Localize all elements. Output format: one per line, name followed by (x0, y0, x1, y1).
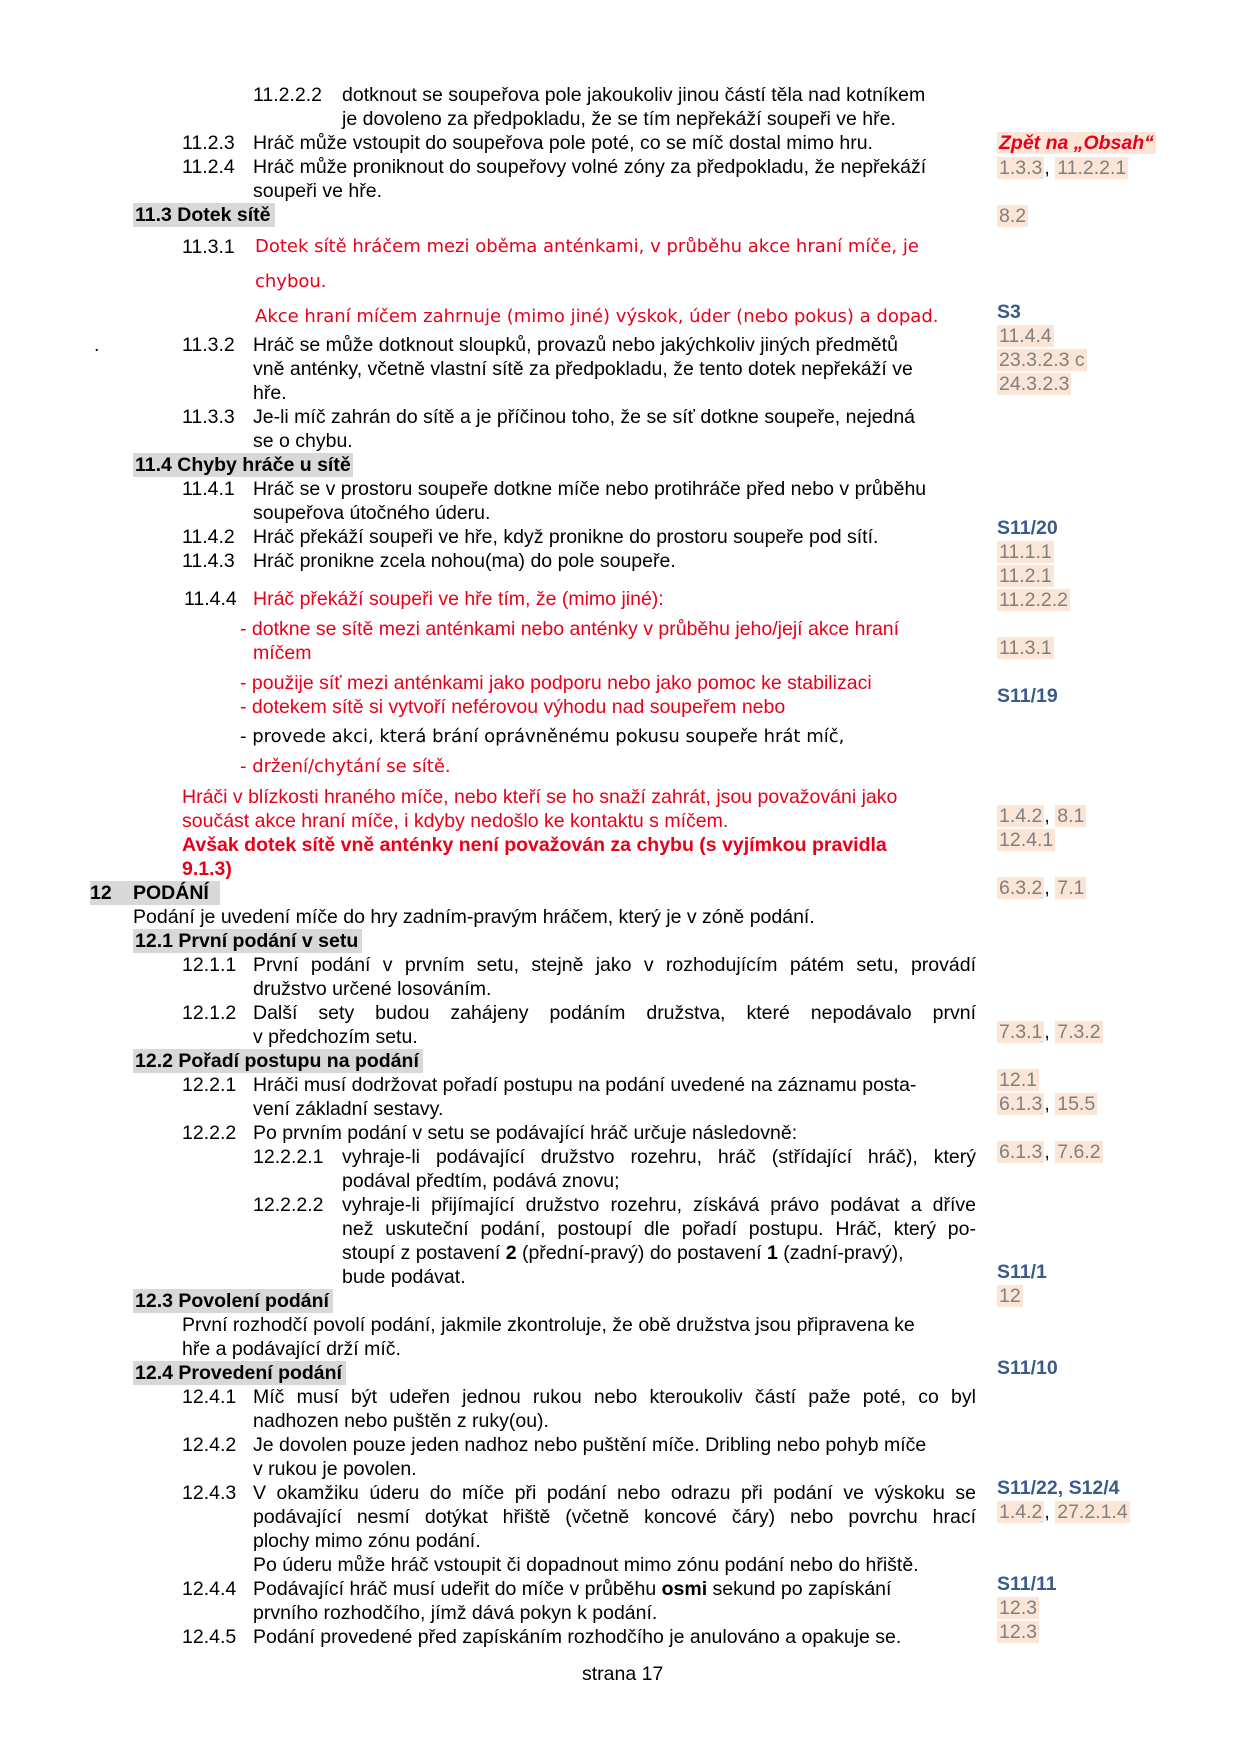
text-run: sekund po zapískání (707, 1578, 892, 1600)
rule-text: soupeřova útočného úderu. (253, 502, 491, 524)
cross-reference[interactable] (997, 1597, 1039, 1619)
cross-reference[interactable] (997, 1621, 1039, 1643)
note-text: Hráči v blízkosti hraného míče, nebo kteří se ho snaží zahrát, jsou považováni jako (182, 786, 898, 808)
rule-text: je dovoleno za předpokladu, že se tím nepřekáží soupeři ve hře. (342, 108, 896, 130)
paragraph: Podání je uvedení míče do hry zadním-pravým hráčem, který je v zóně podání. (133, 906, 815, 928)
rule-text: První podání v prvním setu, stejně jako v rozhodujícím pátém setu, provádí (253, 954, 976, 976)
rule-number: 12.4.5 (182, 1626, 237, 1648)
rule-number: 12.2.2.2 (253, 1194, 324, 1216)
bullet-item: - dotkne se sítě mezi anténkami nebo anténky v průběhu jeho/její akce hraní (240, 618, 900, 640)
ref-link[interactable]: 1.3.3 (999, 157, 1043, 179)
ref-link[interactable]: 11.2.2.1 (1057, 157, 1127, 179)
stray-dot: . (94, 334, 100, 356)
rule-text: Hráč může proniknout do soupeřovy volné zóny za předpokladu, že nepřekáží (253, 156, 927, 178)
paragraph: hře a podávající drží míč. (182, 1338, 401, 1360)
cross-reference[interactable]: 6.1.3 , 7.6.2 (999, 1141, 1101, 1163)
rule-text: vyhraje-li podávající družstvo rozehru, hráč (střídající hráč), který (342, 1146, 976, 1168)
cross-reference[interactable]: 6.3.2 , 7.1 (999, 877, 1085, 899)
cross-reference[interactable] (997, 541, 1054, 563)
rule-text: Je-li míč zahrán do sítě a je příčinou toho, že se síť dotkne soupeře, nejedná (253, 406, 916, 428)
section-heading: 12.4 Provedení podání (133, 1361, 346, 1385)
chapter-title: PODÁNÍ (133, 882, 209, 904)
ref-link[interactable]: 15.5 (1057, 1093, 1096, 1115)
rule-number: 12.1.1 (182, 954, 237, 976)
bullet-item: - provede akci, která brání oprávněnému pokusu soupeře hrát míč, (240, 726, 845, 747)
rule-text: Hráč překáží soupeři ve hře tím, že (mimo jiné): (253, 588, 664, 610)
section-heading: 11.4 Chyby hráče u sítě (135, 454, 351, 476)
page-footer: strana 17 (582, 1663, 664, 1685)
schema-reference[interactable]: S11/22, S12/4 (997, 1477, 1120, 1499)
ref-link[interactable]: 11.2.2.2 (999, 589, 1069, 611)
rule-text: podávající nesmí dotýkat hřiště (včetně koncové čáry) nebo povrchu hrací (253, 1506, 976, 1528)
cross-reference[interactable]: 6.1.3 , 15.5 (999, 1093, 1096, 1115)
rule-text (342, 1241, 904, 1265)
ref-link[interactable]: 11.3.1 (999, 637, 1052, 659)
cross-reference[interactable]: 7.3.1 , 7.3.2 (999, 1021, 1101, 1043)
rule-number: 11.3.2 (182, 334, 235, 356)
rule-text: Podání provedené před zapískáním rozhodčího je anulováno a opakuje se. (253, 1626, 902, 1648)
rule-text: V okamžiku úderu do míče při podání nebo odrazu při podání ve výskoku se (253, 1482, 976, 1504)
bullet-item: - dotekem sítě si vytvoří neférovou výhodu nad soupeřem nebo (240, 696, 786, 718)
rule-text: Dotek sítě hráčem mezi oběma anténkami, v průběhu akce hraní míče, je (255, 236, 919, 257)
ref-link[interactable]: 7.1 (1057, 877, 1085, 899)
ref-link[interactable]: 11.1.1 (999, 541, 1052, 563)
ref-link[interactable]: 12.3 (999, 1597, 1037, 1619)
rule-number: 11.3.1 (182, 236, 235, 258)
rule-text: Akce hraní míčem zahrnuje (mimo jiné) výskok, úder (nebo pokus) a dopad. (255, 306, 939, 327)
rule-number: 12.2.1 (182, 1074, 237, 1096)
schema-reference[interactable]: S11/11 (997, 1573, 1057, 1595)
cross-reference[interactable] (997, 325, 1054, 347)
schema-reference[interactable]: S3 (997, 301, 1021, 323)
rule-text: vyhraje-li přijímající družstvo rozehru, získává právo podávat a dříve (342, 1194, 976, 1216)
cross-reference[interactable]: 1.3.3 , 11.2.2.1 (999, 157, 1127, 179)
text-run: Podávající hráč musí udeřit do míče v průběhu (253, 1578, 662, 1600)
rule-number: 11.3.3 (182, 406, 235, 428)
note-text: Avšak dotek sítě vně anténky není považován za chybu (s vyjímkou pravidla (182, 834, 887, 856)
cross-reference[interactable] (997, 373, 1071, 395)
rule-text: bude podávat. (342, 1266, 466, 1288)
rule-number: 12.4.2 (182, 1434, 237, 1456)
ref-link[interactable]: 8.2 (999, 205, 1027, 227)
rule-text: v předchozím setu. (253, 1026, 418, 1048)
bullet-item: míčem (253, 642, 312, 664)
section-heading: 12.2 Pořadí postupu na podání (133, 1049, 423, 1073)
rule-number: 12.4.3 (182, 1482, 237, 1504)
ref-link[interactable]: 11.2.1 (999, 565, 1052, 587)
ref-link[interactable]: 23.3.2.3 c (999, 349, 1085, 371)
ref-link[interactable]: 12.4.1 (999, 829, 1054, 851)
rule-text: dotknout se soupeřova pole jakoukoliv jinou částí těla nad kotníkem (342, 84, 926, 106)
ref-link[interactable]: 6.1.3 (999, 1141, 1043, 1163)
rule-text: prvního rozhodčího, jímž dává pokyn k podání. (253, 1602, 658, 1624)
section-heading: 11.3 Dotek sítě (133, 203, 275, 227)
ref-link[interactable]: 12 (999, 1285, 1021, 1307)
ref-link[interactable]: 12.3 (999, 1621, 1037, 1643)
text-run-bold: 1 (766, 1242, 778, 1264)
rule-text: v rukou je povolen. (253, 1458, 417, 1480)
chapter-heading (90, 881, 220, 905)
ref-link[interactable]: 6.1.3 (999, 1093, 1043, 1115)
cross-reference[interactable] (997, 637, 1054, 659)
rule-text: vně anténky, včetně vlastní sítě za předpokladu, že tento dotek nepřekáží ve (253, 358, 913, 380)
ref-link[interactable]: 8.1 (1057, 805, 1085, 827)
ref-link[interactable]: 24.3.2.3 (999, 373, 1070, 395)
rule-text: plochy mimo zónu podání. (253, 1530, 481, 1552)
rule-number: 11.4.3 (182, 550, 235, 572)
rule-number: 12.4.4 (182, 1578, 237, 1600)
schema-reference[interactable]: S11/19 (997, 685, 1058, 707)
ref-link[interactable]: 7.3.1 (999, 1021, 1043, 1043)
rule-text: Po úderu může hráč vstoupit či dopadnout mimo zónu podání nebo do hřiště. (253, 1554, 919, 1576)
ref-link[interactable]: 1.4.2 (999, 1501, 1043, 1523)
bullet-item: - držení/chytání se sítě. (240, 756, 451, 777)
cross-reference[interactable] (997, 565, 1054, 587)
rule-text: družstvo určené losováním. (253, 978, 492, 1000)
text-run: (zadní-pravý), (777, 1242, 904, 1264)
rule-number: 11.4.2 (182, 526, 235, 548)
rule-text: Hráč pronikne zcela nohou(ma) do pole soupeře. (253, 550, 676, 572)
rule-text: Hráč se může dotknout sloupků, provazů nebo jakýchkoliv jiných předmětů (253, 334, 898, 356)
cross-reference[interactable] (997, 589, 1070, 611)
text-run-bold: osmi (661, 1578, 708, 1600)
note-text: součást akce hraní míče, i kdyby nedošlo ke kontaktu s míčem. (182, 810, 729, 832)
ref-link[interactable]: 1.4.2 (999, 805, 1043, 827)
ref-link[interactable]: 7.3.2 (1057, 1021, 1101, 1043)
rule-text: Po prvním podání v setu se podávající hráč určuje následovně: (253, 1122, 798, 1144)
ref-link[interactable]: 7.6.2 (1057, 1141, 1101, 1163)
ref-link[interactable]: 6.3.2 (999, 877, 1043, 899)
schema-reference[interactable]: S11/20 (997, 517, 1058, 539)
rule-text: vení základní sestavy. (253, 1098, 444, 1120)
rule-number: 11.2.2.2 (253, 84, 323, 106)
rule-number: 12.2.2 (182, 1122, 237, 1144)
rule-text: Další sety budou zahájeny podáním družstva, které nepodávalo první (253, 1002, 976, 1024)
rule-number: 12.1.2 (182, 1002, 237, 1024)
note-text: 9.1.3) (182, 858, 232, 880)
rule-text (253, 1577, 891, 1601)
cross-reference[interactable] (997, 1285, 1023, 1307)
rule-text: chybou. (255, 271, 327, 292)
rule-text: podával předtím, podává znovu; (342, 1170, 620, 1192)
back-to-contents-link[interactable]: Zpět na „Obsah“ (999, 132, 1154, 154)
rule-text: se o chybu. (253, 430, 353, 452)
rule-text: nadhozen nebo puštěn z ruky(ou). (253, 1410, 549, 1432)
rule-text: Je dovolen pouze jeden nadhoz nebo puštění míče. Dribling nebo pohyb míče (253, 1434, 927, 1456)
rule-number: 11.4.1 (182, 478, 235, 500)
paragraph: První rozhodčí povolí podání, jakmile zkontroluje, že obě družstva jsou připravena ke (182, 1314, 915, 1336)
text-run-bold: 2 (505, 1242, 517, 1264)
rule-text: Hráč může vstoupit do soupeřova pole poté, co se míč dostal mimo hru. (253, 132, 873, 154)
chapter-number: 12 (90, 882, 112, 904)
rule-text: než uskuteční podání, postoupí dle pořadí postupu. Hráč, který po- (342, 1218, 976, 1240)
section-heading: 12.1 První podání v setu (133, 929, 362, 953)
rule-text: Míč musí být udeřen jednou rukou nebo kteroukoliv částí paže poté, co byl (253, 1386, 976, 1408)
bullet-item: - použije síť mezi anténkami jako podporu nebo jako pomoc ke stabilizaci (240, 672, 872, 694)
schema-reference[interactable]: S11/1 (997, 1261, 1047, 1283)
rule-number: 11.4.4 (184, 588, 237, 610)
ref-link[interactable]: 27.2.1.4 (1057, 1501, 1128, 1523)
cross-reference[interactable] (997, 1069, 1039, 1091)
section-heading: 12.3 Povolení podání (133, 1289, 333, 1313)
rule-text: Hráč se v prostoru soupeře dotkne míče nebo protihráče před nebo v průběhu (253, 478, 927, 500)
cross-reference[interactable]: 1.4.2 , 8.1 (999, 805, 1085, 827)
cross-reference[interactable] (997, 205, 1028, 227)
rule-number: 12.2.2.1 (253, 1146, 324, 1168)
rule-number: 12.4.1 (182, 1386, 237, 1408)
rule-text: hře. (253, 382, 287, 404)
rule-number: 11.2.3 (182, 132, 235, 154)
rule-text: Hráč překáží soupeři ve hře, když pronikne do prostoru soupeře pod sítí. (253, 526, 879, 548)
ref-link[interactable]: 11.4.4 (999, 325, 1052, 347)
text-run: (přední-pravý) do postavení (516, 1242, 767, 1264)
rule-text: soupeři ve hře. (253, 180, 382, 202)
schema-reference[interactable]: S11/10 (997, 1357, 1058, 1379)
rule-number: 11.2.4 (182, 156, 235, 178)
cross-reference[interactable] (997, 829, 1055, 851)
text-run: stoupí z postavení (342, 1242, 506, 1264)
rule-text: Hráči musí dodržovat pořadí postupu na podání uvedené na záznamu posta- (253, 1074, 917, 1096)
ref-link[interactable]: 12.1 (999, 1069, 1037, 1091)
cross-reference[interactable] (997, 349, 1087, 371)
cross-reference[interactable]: 1.4.2 , 27.2.1.4 (999, 1501, 1128, 1523)
